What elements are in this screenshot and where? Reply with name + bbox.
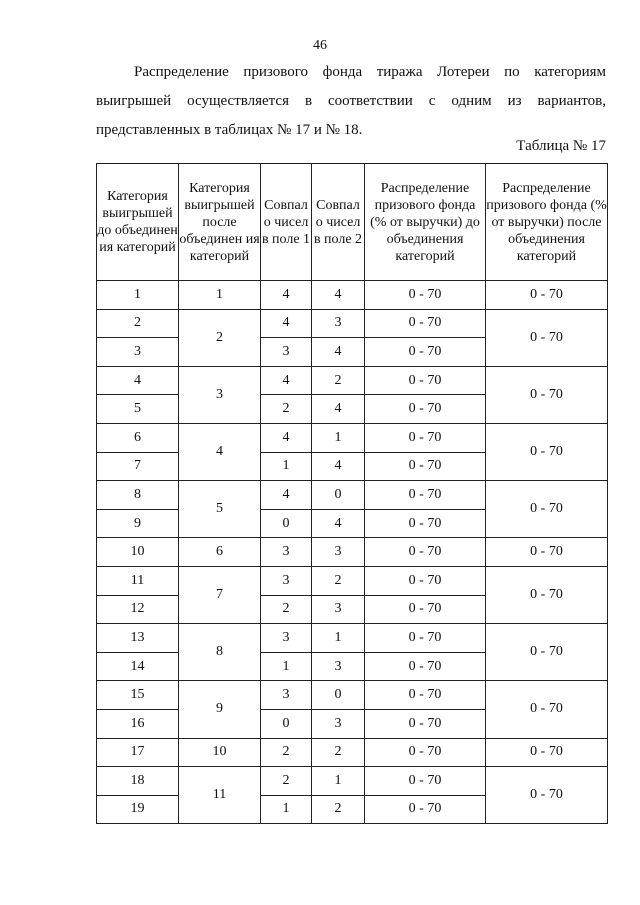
table-header-row [97,164,608,281]
matches-field-2-cell: 4 [312,509,365,538]
category-after-cell: 9 [179,681,261,738]
category-before-cell: 3 [97,338,179,367]
matches-field-1-cell: 3 [261,538,312,567]
category-before-cell: 7 [97,452,179,481]
matches-field-1-cell: 4 [261,481,312,510]
category-after-cell: 2 [179,309,261,366]
matches-field-2-cell: 2 [312,566,365,595]
page-number: 46 [313,38,327,53]
header-share-after: Распределение призового фонда (% от выручки) после объединения категорий [486,164,608,281]
share-before-cell: 0 - 70 [365,795,486,824]
matches-field-2-cell: 3 [312,538,365,567]
share-before-cell: 0 - 70 [365,709,486,738]
category-before-cell: 6 [97,423,179,452]
matches-field-2-cell: 4 [312,395,365,424]
category-before-cell: 1 [97,281,179,310]
intro-paragraph: Распределение призового фонда тиража Лотереи по категориям выигрышей осуществляется в соответствии с одним из вариантов, представленных в таблицах № 17 и № 18. [96,64,606,138]
category-after-cell: 7 [179,566,261,623]
matches-field-2-cell: 4 [312,338,365,367]
share-after-cell: 0 - 70 [486,366,608,423]
share-before-cell: 0 - 70 [365,566,486,595]
header-matches-field-1: Совпал о чисел в поле 1 [261,164,312,281]
matches-field-2-cell: 3 [312,309,365,338]
share-before-cell: 0 - 70 [365,738,486,767]
matches-field-1-cell: 4 [261,423,312,452]
table-row [97,281,608,310]
category-before-cell: 8 [97,481,179,510]
table-row [97,767,608,796]
matches-field-2-cell: 1 [312,767,365,796]
matches-field-2-cell: 4 [312,452,365,481]
share-before-cell: 0 - 70 [365,366,486,395]
category-after-cell: 1 [179,281,261,310]
table-body [97,281,608,824]
category-before-cell: 17 [97,738,179,767]
matches-field-1-cell: 0 [261,509,312,538]
category-before-cell: 16 [97,709,179,738]
matches-field-1-cell: 1 [261,652,312,681]
matches-field-2-cell: 3 [312,595,365,624]
table-caption: Таблица № 17 [516,138,606,154]
category-before-cell: 15 [97,681,179,710]
prize-distribution-table [96,163,608,824]
share-before-cell: 0 - 70 [365,767,486,796]
category-after-cell: 4 [179,423,261,480]
matches-field-1-cell: 2 [261,767,312,796]
matches-field-1-cell: 4 [261,281,312,310]
share-after-cell: 0 - 70 [486,309,608,366]
header-category-after: Категория выигрышей после объединен ия категорий [179,164,261,281]
matches-field-1-cell: 2 [261,595,312,624]
category-before-cell: 18 [97,767,179,796]
category-after-cell: 3 [179,366,261,423]
table-row [97,423,608,452]
share-after-cell: 0 - 70 [486,566,608,623]
matches-field-2-cell: 1 [312,423,365,452]
matches-field-2-cell: 2 [312,738,365,767]
header-matches-field-2: Совпал о чисел в поле 2 [312,164,365,281]
header-share-before: Распределение призового фонда (% от выручки) до объединения категорий [365,164,486,281]
matches-field-2-cell: 3 [312,652,365,681]
category-after-cell: 5 [179,481,261,538]
matches-field-2-cell: 2 [312,366,365,395]
matches-field-1-cell: 4 [261,309,312,338]
share-before-cell: 0 - 70 [365,395,486,424]
matches-field-2-cell: 0 [312,681,365,710]
category-after-cell: 6 [179,538,261,567]
header-category-before: Категория выигрышей до объединен ия категорий [97,164,179,281]
category-after-cell: 10 [179,738,261,767]
matches-field-2-cell: 1 [312,624,365,653]
table-row [97,681,608,710]
category-before-cell: 5 [97,395,179,424]
share-before-cell: 0 - 70 [365,538,486,567]
share-before-cell: 0 - 70 [365,509,486,538]
share-before-cell: 0 - 70 [365,481,486,510]
table-row [97,624,608,653]
table-row [97,366,608,395]
category-before-cell: 12 [97,595,179,624]
matches-field-1-cell: 2 [261,395,312,424]
category-before-cell: 13 [97,624,179,653]
share-before-cell: 0 - 70 [365,281,486,310]
category-before-cell: 11 [97,566,179,595]
category-before-cell: 4 [97,366,179,395]
share-before-cell: 0 - 70 [365,595,486,624]
matches-field-2-cell: 3 [312,709,365,738]
share-before-cell: 0 - 70 [365,681,486,710]
share-after-cell: 0 - 70 [486,281,608,310]
category-before-cell: 9 [97,509,179,538]
table-row [97,738,608,767]
category-before-cell: 2 [97,309,179,338]
share-after-cell: 0 - 70 [486,681,608,738]
share-after-cell: 0 - 70 [486,738,608,767]
share-after-cell: 0 - 70 [486,423,608,480]
matches-field-1-cell: 1 [261,795,312,824]
share-before-cell: 0 - 70 [365,423,486,452]
category-after-cell: 8 [179,624,261,681]
category-before-cell: 19 [97,795,179,824]
matches-field-2-cell: 0 [312,481,365,510]
share-after-cell: 0 - 70 [486,767,608,824]
share-before-cell: 0 - 70 [365,452,486,481]
share-before-cell: 0 - 70 [365,624,486,653]
table-row [97,566,608,595]
share-after-cell: 0 - 70 [486,624,608,681]
share-after-cell: 0 - 70 [486,538,608,567]
category-before-cell: 14 [97,652,179,681]
matches-field-1-cell: 2 [261,738,312,767]
matches-field-1-cell: 4 [261,366,312,395]
table-row [97,481,608,510]
matches-field-1-cell: 3 [261,624,312,653]
matches-field-1-cell: 3 [261,566,312,595]
matches-field-2-cell: 4 [312,281,365,310]
matches-field-1-cell: 0 [261,709,312,738]
category-after-cell: 11 [179,767,261,824]
matches-field-1-cell: 3 [261,681,312,710]
category-before-cell: 10 [97,538,179,567]
share-before-cell: 0 - 70 [365,309,486,338]
matches-field-1-cell: 3 [261,338,312,367]
matches-field-1-cell: 1 [261,452,312,481]
share-after-cell: 0 - 70 [486,481,608,538]
share-before-cell: 0 - 70 [365,652,486,681]
table-row [97,538,608,567]
table-row [97,309,608,338]
share-before-cell: 0 - 70 [365,338,486,367]
matches-field-2-cell: 2 [312,795,365,824]
